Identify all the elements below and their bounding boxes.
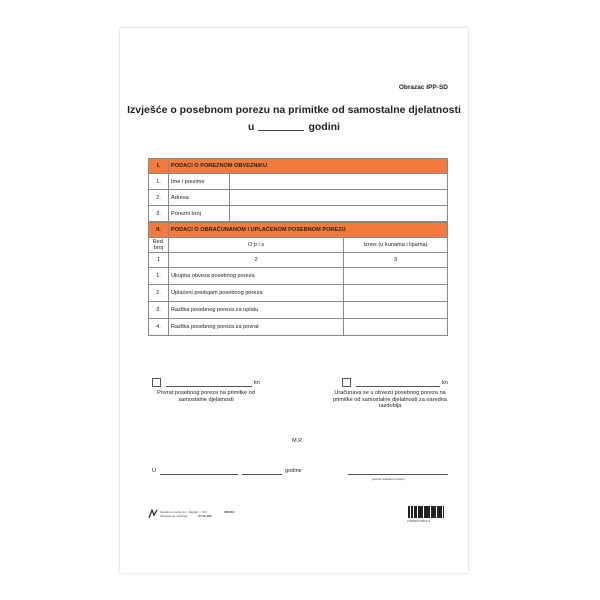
taxpayer-table [148, 158, 448, 222]
stamp-label: M.P. [292, 438, 303, 444]
publisher-logo-icon [148, 509, 158, 519]
amount-field[interactable] [344, 268, 448, 285]
signature-field[interactable] [348, 474, 448, 475]
section2-title: PODACI O OBRAČUNANOM I UPLAĆENOM POSEBNOM POREZU [169, 223, 448, 238]
form-number: 080003 [224, 510, 235, 514]
form-sheet [120, 28, 468, 573]
column-header-row [149, 238, 448, 253]
refund-currency: kn [254, 380, 260, 386]
year-line [120, 121, 468, 133]
table-row [149, 302, 448, 319]
amount-field[interactable] [344, 319, 448, 336]
refund-label: Povrat posebnog poreza na primitke od samostalne djelatnosti [157, 390, 255, 403]
table-row [149, 268, 448, 285]
barcode [408, 506, 444, 518]
table-row [149, 190, 448, 206]
table-row [149, 285, 448, 302]
row-label: Razlika posebnog poreza za povrat [169, 319, 344, 336]
address-field[interactable] [230, 190, 448, 206]
carryover-currency: kn [442, 380, 448, 386]
refund-amount-field[interactable] [166, 386, 252, 387]
barcode-digits: 3 856033 080471 [407, 519, 431, 523]
year-field[interactable] [258, 130, 304, 131]
tax-number-field[interactable] [230, 206, 448, 222]
section2-header [149, 223, 448, 238]
table-row [149, 206, 448, 222]
section2-num: II. [149, 223, 169, 238]
row-label: Ime i prezime [169, 174, 230, 190]
column-number-row [149, 253, 448, 268]
publisher-line2: Obrazac se naručuje [160, 514, 188, 518]
row-num: 2. [149, 285, 169, 302]
section1-header [149, 159, 448, 174]
name-field[interactable] [230, 174, 448, 190]
row-num: 1. [149, 268, 169, 285]
year-suffix: godini [308, 121, 340, 133]
col-num: 3 [344, 253, 448, 268]
refund-checkbox[interactable] [152, 378, 161, 387]
carryover-label: Uračunava se u obvezu posebnog poreza na primitke od samostalne djelatnosti za naredna razdoblja [333, 390, 447, 409]
place-field[interactable] [160, 474, 238, 475]
header-num: Red. broj [149, 238, 169, 253]
row-num: 1. [149, 174, 169, 190]
row-num: 3. [149, 206, 169, 222]
form-code: Obrazac IPP-SD [398, 84, 448, 91]
publisher-code: UT-IX-485 [198, 514, 212, 518]
row-label: Adresa [169, 190, 230, 206]
header-desc: O p i s [169, 238, 344, 253]
signature-caption: (potpis ovlaštene osobe) [372, 477, 405, 481]
row-label: Porezni broj [169, 206, 230, 222]
tax-table [148, 222, 448, 336]
col-num: 2 [169, 253, 344, 268]
date-suffix: godine [285, 468, 302, 474]
table-row [149, 174, 448, 190]
row-label: Ukupna obveza posebnog poreza [169, 268, 344, 285]
carryover-amount-field[interactable] [356, 386, 440, 387]
header-amount: Iznos (u kunama i lipama) [344, 238, 448, 253]
amount-field[interactable] [344, 302, 448, 319]
year-prefix: u [248, 121, 255, 133]
row-num: 2. [149, 190, 169, 206]
row-label: Razlika posebnog poreza za uplatu [169, 302, 344, 319]
place-prefix: U [152, 468, 157, 474]
row-label: Uplaćeni predujam posebnog poreza [169, 285, 344, 302]
table-row [149, 319, 448, 336]
publisher-line1: Narodne novine d.d., Zagreb – (10) [160, 510, 207, 514]
section1-title: PODACI O POREZNOM OBVEZNIKU [169, 159, 448, 174]
carryover-checkbox[interactable] [342, 378, 351, 387]
section1-num: I. [149, 159, 169, 174]
amount-field[interactable] [344, 285, 448, 302]
col-num: 1 [149, 253, 169, 268]
row-num: 4. [149, 319, 169, 336]
row-num: 3. [149, 302, 169, 319]
page-title: Izvješće o posebnom porezu na primitke od samostalne djelatnosti [127, 104, 461, 116]
date-field[interactable] [242, 474, 282, 475]
